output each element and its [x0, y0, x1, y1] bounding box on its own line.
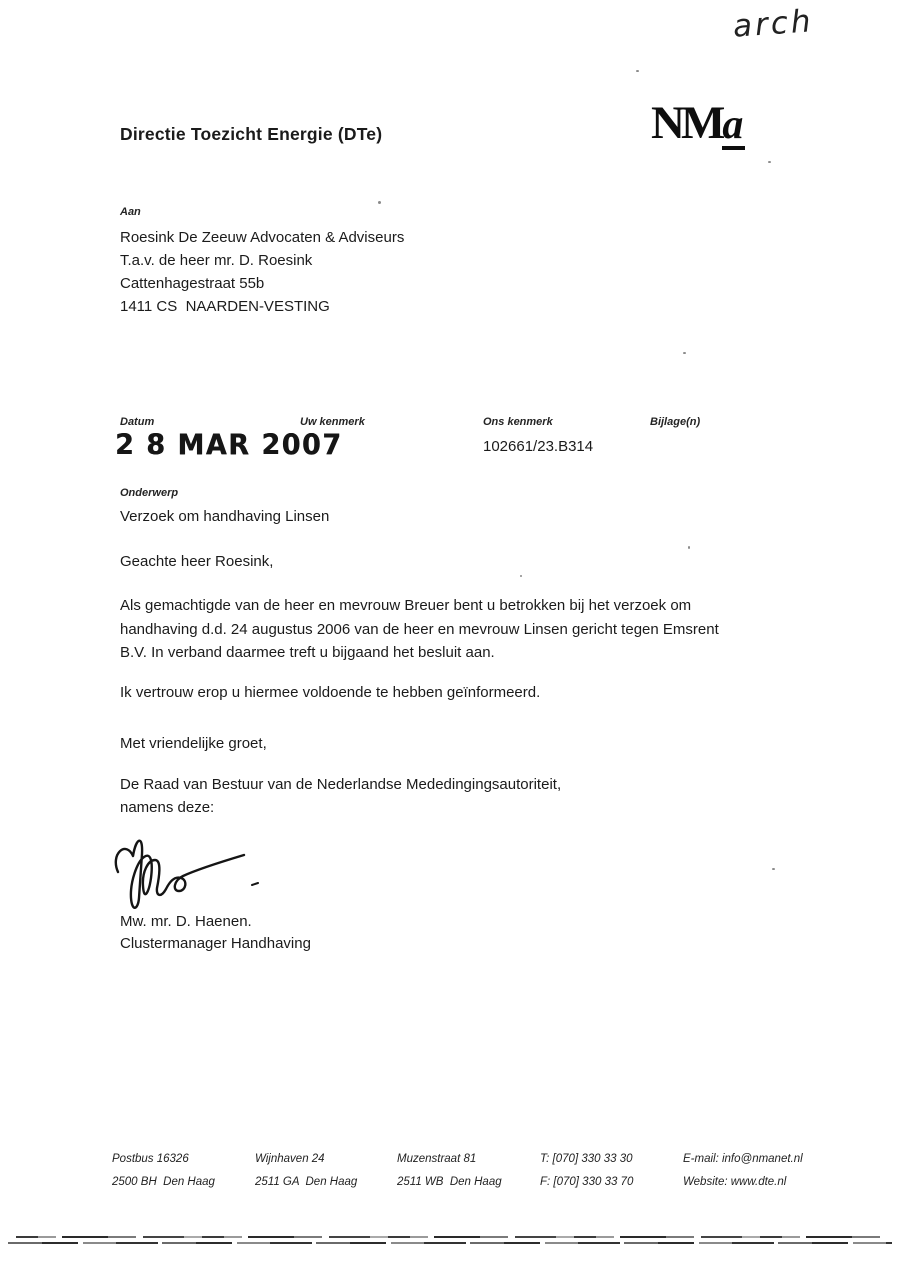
footer-line: Wijnhaven 24 — [255, 1153, 325, 1165]
letterhead-title: Directie Toezicht Energie (DTe) — [120, 124, 383, 144]
footer-line: E-mail: info@nmanet.nl — [683, 1153, 803, 1165]
footer-col-postbus — [112, 1148, 215, 1194]
nma-logo — [651, 96, 745, 150]
datum-label: Datum — [120, 416, 155, 428]
footer-line: 2511 GA Den Haag — [255, 1176, 358, 1188]
footer-line: Postbus 16326 — [112, 1153, 189, 1165]
nma-logo-nm: NM — [651, 97, 722, 149]
body-paragraph: Als gemachtigde van de heer en mevrouw Breuer bent u betrokken bij het verzoek om handhaving d.d. 24 augustus 2006 van de heer en mevrouw Linsen gericht tegen Emsrent B.V. In verband daarmee treft u bijgaand het besluit aan. — [120, 597, 719, 661]
scan-artifact-line — [16, 1236, 884, 1238]
footer-line: Website: www.dte.nl — [683, 1176, 787, 1188]
signoff-line: De Raad van Bestuur van de Nederlandse Mededingingsautoriteit, — [120, 776, 562, 793]
recipient-label: Aan — [120, 206, 141, 218]
scan-speck — [378, 201, 381, 204]
salutation: Geachte heer Roesink, — [120, 553, 274, 570]
recipient-line: T.a.v. de heer mr. D. Roesink — [120, 252, 313, 269]
handwritten-archive-note: arch — [731, 3, 815, 45]
recipient-line: Roesink De Zeeuw Advocaten & Adviseurs — [120, 229, 405, 246]
scan-speck — [636, 70, 639, 72]
date-stamp: 2 8 MAR 2007 — [115, 429, 343, 462]
footer-line: 2511 WB Den Haag — [397, 1176, 502, 1188]
scan-speck — [768, 161, 771, 163]
scan-speck — [772, 868, 775, 870]
recipient-line: 1411 CS NAARDEN-VESTING — [120, 298, 330, 315]
recipient-address-block — [120, 226, 404, 318]
footer-col-muzenstraat — [397, 1148, 502, 1194]
subject-value: Verzoek om handhaving Linsen — [120, 508, 330, 525]
footer-line: T: [070] 330 33 30 — [540, 1153, 633, 1165]
scan-artifact-line — [8, 1242, 892, 1244]
ons-kenmerk-value: 102661/23.B314 — [483, 438, 594, 455]
signoff-block — [120, 773, 561, 819]
uw-kenmerk-label: Uw kenmerk — [300, 416, 365, 428]
footer-line: Muzenstraat 81 — [397, 1153, 477, 1165]
recipient-line: Cattenhagestraat 55b — [120, 275, 265, 292]
footer-col-wijnhaven — [255, 1148, 357, 1194]
nma-logo-a: a — [722, 102, 744, 148]
scan-speck — [683, 352, 686, 354]
bijlage-label: Bijlage(n) — [650, 416, 701, 428]
signer-title: Clustermanager Handhaving — [120, 935, 311, 952]
ons-kenmerk-label: Ons kenmerk — [483, 416, 553, 428]
signature-scribble-icon — [106, 830, 276, 922]
scan-speck — [688, 546, 690, 549]
subject-label: Onderwerp — [120, 487, 179, 499]
closing-line: Met vriendelijke groet, — [120, 735, 267, 752]
footer-col-email-web — [683, 1148, 803, 1194]
body-paragraph: Ik vertrouw erop u hiermee voldoende te hebben geïnformeerd. — [120, 684, 541, 701]
signer-name: Mw. mr. D. Haenen. — [120, 913, 252, 930]
signoff-line: namens deze: — [120, 799, 215, 816]
footer-line: F: [070] 330 33 70 — [540, 1176, 634, 1188]
footer-col-phone — [540, 1148, 633, 1194]
footer-line: 2500 BH Den Haag — [112, 1176, 215, 1188]
scan-speck — [520, 575, 522, 577]
